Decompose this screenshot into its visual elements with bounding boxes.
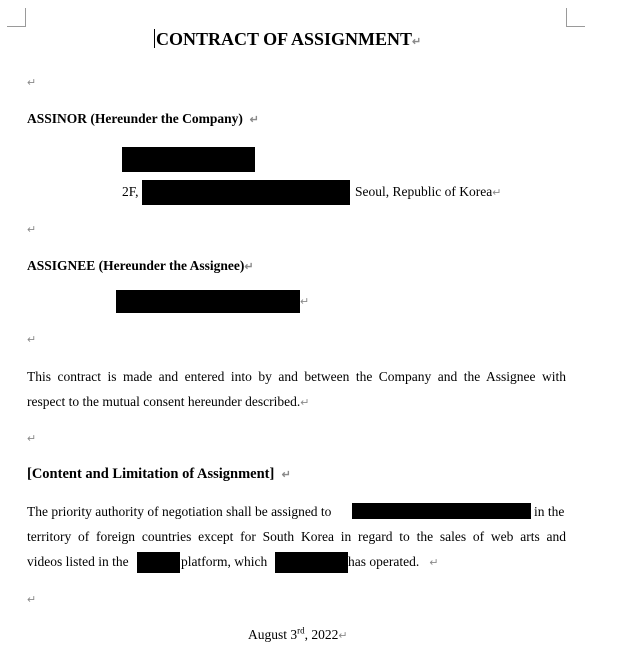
redacted-operator-name	[275, 552, 348, 573]
paragraph-mark: ↵	[244, 261, 254, 273]
paragraph-mark: ↵	[27, 334, 37, 346]
paragraph-mark: ↵	[27, 77, 37, 89]
paragraph-mark: ↵	[281, 469, 291, 481]
text-cursor	[154, 29, 155, 48]
paragraph-mark: ↵	[429, 557, 439, 569]
crop-mark-top-left	[7, 8, 26, 27]
date-ordinal: rd	[297, 625, 305, 636]
paragraph-mark: ↵	[338, 630, 348, 642]
crop-mark-top-right	[566, 8, 585, 27]
assignee-heading-text: ASSIGNEE (Hereunder the Assignee)	[27, 258, 245, 273]
section-heading[interactable]	[27, 465, 291, 484]
assignor-address-suffix[interactable]	[355, 183, 501, 202]
intro-line-1: This contract is made and entered into by and between the Company and the Assignee with	[27, 369, 566, 384]
redacted-company-name	[122, 147, 255, 172]
contract-date[interactable]	[248, 626, 348, 645]
assignee-heading[interactable]	[27, 257, 254, 276]
redacted-assignee-ref	[352, 503, 531, 519]
title-text: CONTRACT OF ASSIGNMENT	[156, 29, 413, 49]
section-line-3-end[interactable]	[348, 553, 439, 572]
paragraph-mark: ↵	[27, 594, 37, 606]
intro-paragraph[interactable]	[27, 364, 566, 416]
assignor-heading-text: ASSINOR (Hereunder the Company)	[27, 111, 243, 126]
redacted-assignee-name	[116, 290, 300, 313]
section-line-3-end-text: has operated.	[348, 554, 420, 569]
section-line-3-start[interactable]: videos listed in the	[27, 554, 129, 569]
paragraph-mark: ↵	[412, 36, 422, 48]
date-rest: , 2022	[304, 627, 339, 642]
document-title[interactable]	[156, 28, 421, 53]
section-line-2: territory of foreign countries except for South Korea in regard to the sales of web arts and	[27, 529, 566, 544]
section-line-1-end[interactable]: in the	[534, 504, 565, 519]
paragraph-mark: ↵	[492, 187, 502, 199]
paragraph-mark: ↵	[300, 397, 310, 409]
section-line-3-mid[interactable]: platform, which	[181, 554, 268, 569]
paragraph-mark: ↵	[249, 114, 259, 126]
intro-line-2	[27, 389, 566, 416]
paragraph-mark: ↵	[300, 296, 310, 308]
assignor-address-prefix[interactable]: 2F,	[122, 184, 139, 199]
section-line-1-start[interactable]: The priority authority of negotiation shall be assigned to	[27, 504, 332, 519]
paragraph-mark: ↵	[27, 224, 37, 236]
date-prefix: August 3	[248, 627, 298, 642]
redacted-address	[142, 180, 350, 205]
section-heading-text: [Content and Limitation of Assignment]	[27, 466, 275, 482]
section-line-2-wrap[interactable]	[27, 524, 566, 549]
assignor-heading[interactable]	[27, 110, 259, 129]
address-suffix-text: Seoul, Republic of Korea	[355, 184, 493, 199]
intro-line-2-text: respect to the mutual consent hereunder described.	[27, 394, 301, 409]
paragraph-mark: ↵	[27, 433, 37, 445]
redacted-platform-name	[137, 552, 180, 573]
